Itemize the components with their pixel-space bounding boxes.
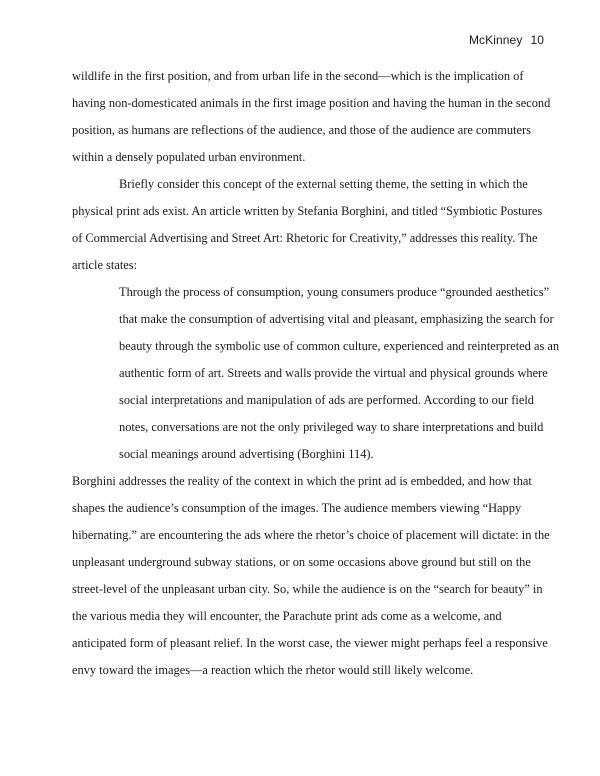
paragraph-line: hibernating.” are encountering the ads where the rhetor’s choice of placement will dictate: in the [72, 528, 550, 542]
block-quote-line: notes, conversations are not the only privileged way to share interpretations and build [119, 420, 544, 434]
header-author: McKinney [468, 33, 523, 47]
paragraph-line: physical print ads exist. An article written by Stefania Borghini, and titled “Symbiotic Postures [72, 204, 543, 218]
block-quote-line: social interpretations and manipulation of ads are performed. According to our field [119, 393, 534, 407]
block-quote-line: social meanings around advertising (Borghini 114). [119, 447, 374, 461]
paragraph-line: position, as humans are reflections of the audience, and those of the audience are commuters [72, 123, 531, 137]
paragraph-line: having non-domesticated animals in the first image position and having the human in the second [72, 96, 551, 110]
running-header [469, 33, 544, 47]
paragraph-line: shapes the audience’s consumption of the images. The audience members viewing “Happy [72, 501, 522, 515]
block-quote-line: authentic form of art. Streets and walls provide the virtual and physical grounds where [119, 366, 548, 380]
paragraph-line: unpleasant underground subway stations, or on some occasions above ground but still on the [72, 555, 531, 569]
paragraph-line: anticipated form of pleasant relief. In the worst case, the viewer might perhaps feel a responsive [72, 636, 548, 650]
page-number: 10 [530, 33, 544, 47]
paragraph-line: within a densely populated urban environment. [72, 150, 306, 164]
block-quote-line: beauty through the symbolic use of common culture, experienced and reinterpreted as an [119, 339, 560, 353]
paragraph-line: wildlife in the first position, and from urban life in the second—which is the implication of [72, 69, 524, 83]
paragraph-line: article states: [72, 258, 138, 272]
block-quote-line: that make the consumption of advertising vital and pleasant, emphasizing the search for [119, 312, 554, 326]
paragraph-line: of Commercial Advertising and Street Art: Rhetoric for Creativity,” addresses this reality. The [72, 231, 538, 245]
paragraph-line: Briefly consider this concept of the external setting theme, the setting in which the [119, 177, 528, 191]
paragraph-line: the various media they will encounter, the Parachute print ads come as a welcome, and [72, 609, 502, 623]
block-quote-line: Through the process of consumption, young consumers produce “grounded aesthetics” [119, 285, 550, 299]
paragraph-line: envy toward the images—a reaction which the rhetor would still likely welcome. [72, 663, 474, 677]
paragraph-line: Borghini addresses the reality of the context in which the print ad is embedded, and how that [72, 474, 532, 488]
paragraph-line: street-level of the unpleasant urban city. So, while the audience is on the “search for beauty” in [72, 582, 543, 596]
